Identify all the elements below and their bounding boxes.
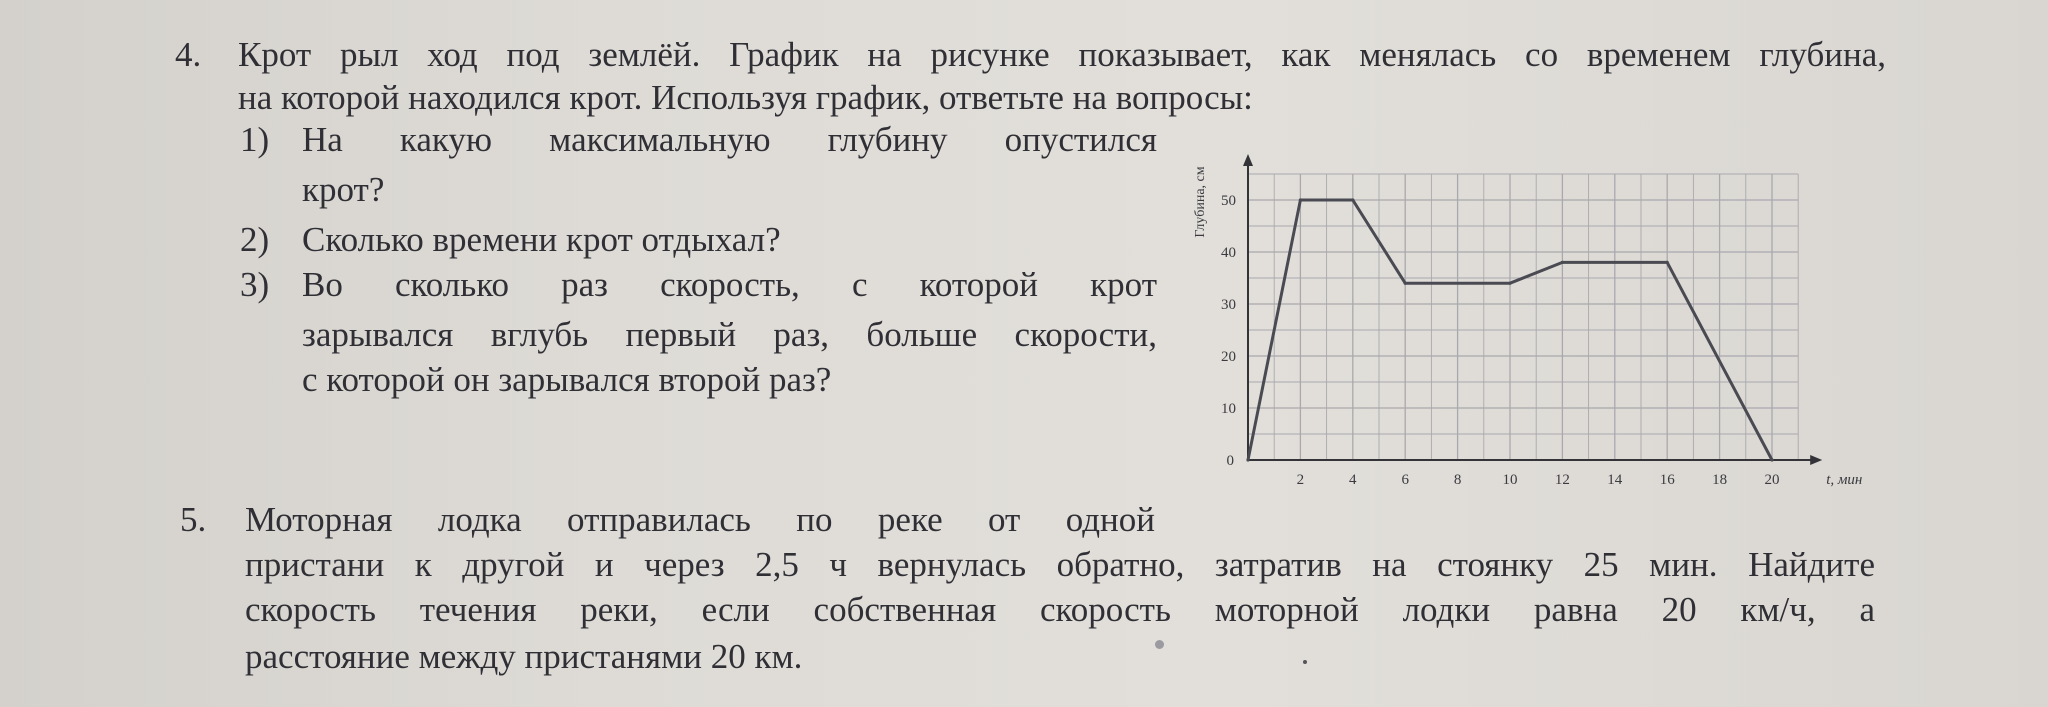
x-tick-label: 4 [1349, 472, 1357, 488]
question-1-line-1: На какую максимальную глубину опустился [302, 120, 1157, 159]
question-2-line-1: Сколько времени крот отдыхал? [302, 220, 781, 259]
x-tick-label: 20 [1764, 472, 1780, 488]
y-tick-label: 20 [1221, 349, 1236, 365]
x-tick-label: 16 [1659, 472, 1675, 488]
y-tick-label: 30 [1221, 297, 1236, 313]
question-3-line-1: Во сколько раз скорость, с которой крот [302, 265, 1157, 304]
problem-5-line-3: скорость течения реки, если собственная скорость моторной лодки равна 20 км/ч, а [245, 590, 1875, 629]
x-axis-arrow [1810, 455, 1822, 465]
question-1-line-2: крот? [302, 170, 385, 209]
y-tick-label: 40 [1221, 245, 1236, 261]
depth-time-chart [1180, 125, 1880, 505]
data-point [1770, 458, 1773, 461]
problem-4-text-line-1: Крот рыл ход под землёй. График на рисунке показывает, как менялась со временем глубина, [238, 35, 1886, 74]
data-point [1666, 261, 1669, 264]
y-tick-label: 50 [1221, 193, 1236, 209]
x-tick-label: 12 [1554, 472, 1570, 488]
x-axis-label: t, мин [1826, 472, 1863, 488]
x-tick-label: 8 [1453, 472, 1462, 488]
data-point [1299, 198, 1302, 201]
paper-speck [1303, 660, 1307, 664]
question-3-line-2: зарывался вглубь первый раз, больше скорости, [302, 315, 1157, 354]
problem-5-line-1: Моторная лодка отправилась по реке от одной [245, 500, 1155, 539]
problem-4-text-line-2: на которой находился крот. Используя график, ответьте на вопросы: [238, 78, 1253, 117]
question-3-number: 3) [240, 265, 270, 304]
y-tick-label: 10 [1221, 401, 1236, 417]
x-tick-label: 14 [1607, 472, 1623, 488]
x-tick-label: 10 [1502, 472, 1518, 488]
problem-5-line-4: расстояние между пристанями 20 км. [245, 637, 803, 676]
data-point [1561, 261, 1564, 264]
question-1-number: 1) [240, 120, 270, 159]
data-point [1508, 282, 1511, 285]
x-tick-label: 2 [1296, 472, 1305, 488]
origin-label: 0 [1226, 453, 1234, 469]
problem-5-line-2: пристани к другой и через 2,5 ч вернулась обратно, затратив на стоянку 25 мин. Найдите [245, 545, 1875, 584]
problem-5-number: 5. [180, 500, 207, 539]
data-point [1404, 282, 1407, 285]
x-tick-label: 6 [1401, 472, 1409, 488]
paper-speck [1155, 640, 1164, 649]
data-point [1351, 198, 1354, 201]
y-axis-arrow [1243, 154, 1253, 166]
question-2-number: 2) [240, 220, 270, 259]
question-3-line-3: с которой он зарывался второй раз? [302, 360, 832, 399]
x-tick-label: 18 [1712, 472, 1728, 488]
data-point [1246, 458, 1249, 461]
problem-4-number: 4. [175, 35, 202, 74]
y-axis-label: Глубина, см [1193, 166, 1208, 238]
